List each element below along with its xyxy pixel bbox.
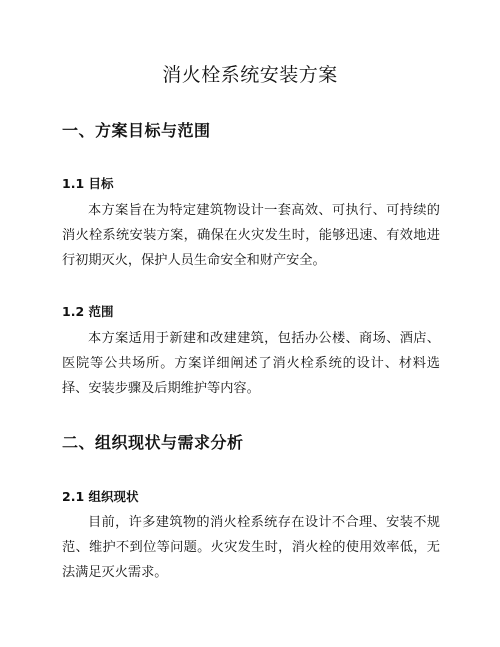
- section-heading-goals-scope: 一、方案目标与范围: [62, 121, 211, 140]
- subsection-heading-scope: 1.2 范围: [62, 304, 114, 319]
- paragraph-goal: 本方案旨在为特定建筑物设计一套高效、可执行、可持续的消火栓系统安装方案，确保在火灾发生时，能够迅速、有效地进行初期灭火，保护人员生命安全和财产安全。: [62, 203, 440, 268]
- subsection-heading-status: 2.1 组织现状: [62, 489, 139, 504]
- paragraph-status: 目前，许多建筑物的消火栓系统存在设计不合理、安装不规范、维护不到位等问题。火灾发生时，消火栓的使用效率低，无法满足灭火需求。: [62, 515, 440, 580]
- paragraph-scope: 本方案适用于新建和改建建筑，包括办公楼、商场、酒店、医院等公共场所。方案详细阐述了消火栓系统的设计、材料选择、安装步骤及后期维护等内容。: [62, 331, 440, 396]
- subsection-heading-goal: 1.1 目标: [62, 176, 114, 191]
- section-heading-status-needs: 二、组织现状与需求分析: [62, 433, 244, 452]
- document-title: 消火栓系统安装方案: [162, 64, 338, 86]
